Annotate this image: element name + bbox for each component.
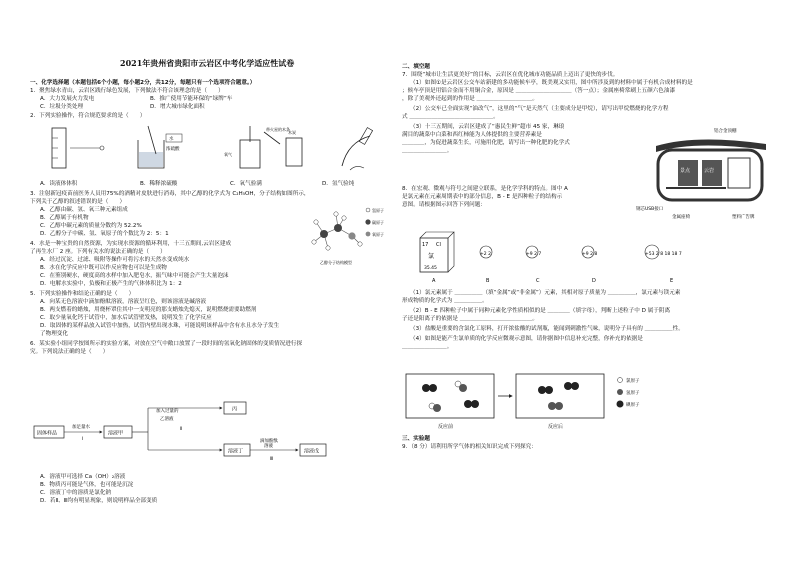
question-1: 1．聚焦绿水青山，云岩区践行绿色发展，下列做法不符合该理念的是（ ） <box>30 88 224 94</box>
question-8-sub4b: ＿＿＿＿＿＿＿＿。 <box>402 344 453 350</box>
question-8-sub4: （4）如图是能产生氯单质的化学反应微观示意图，请你据图中信息补充完整，你补充的依据是 <box>410 336 643 342</box>
label-addwater: 加足量水 <box>72 425 90 430</box>
question-7-line9: ＿＿＿＿＿＿＿＿。 <box>402 148 453 154</box>
beaker-dilution-icon <box>138 126 182 168</box>
label-seat: 金属座椅 <box>672 215 690 220</box>
model-caption: 乙醇分子结构模型 <box>320 260 352 265</box>
question-8-sub2b: 子还是阳离子的依据是 ＿＿＿＿＿＿＿＿＿＿＿＿＿。 <box>402 316 539 322</box>
option-1d: D．增大城市绿化面积 <box>150 104 205 110</box>
graduated-cylinder-icon <box>52 128 104 168</box>
label-splint: 带火星的木条 <box>266 127 290 132</box>
gas-bottle-icon <box>224 126 302 168</box>
option-5d-line2: 了物理变化 <box>40 331 68 337</box>
ethanol-model-figure <box>306 200 398 272</box>
question-8-sub3: （3）盐酸是重要的含氯化工原料，打开浓盐酸的试剂瓶，能闻到刺激性气味，说明分子具有的 ＿＿＿＿＿性。 <box>410 326 684 332</box>
label-phen: 溶液 <box>264 444 273 449</box>
particle-b: +2 2 <box>480 252 491 257</box>
question-2: 2．下列实验操作，符合规范要求的是（ ） <box>30 113 146 119</box>
label-before: 反应前 <box>438 424 454 430</box>
question-7-line4: （2）公交车已全面实现“油改气”，这里的“气”是天然气（主要成分是甲烷），请写出甲烷燃烧的化学方程 <box>410 106 669 112</box>
question-6-line1: 6．某实验小组同学按图所示的实验方案，对放在空气中敞口放置了一段时间的氢氧化钠固体的变质情况进行探 <box>30 341 303 347</box>
option-3a: A．乙醇由碳、氢、氧三种元素组成 <box>40 207 128 213</box>
question-7-line2: ；候车亭顶是用铝合金而不用铜合金，原因是 ＿＿＿＿＿＿＿＿＿＿（答一点）；金属座椅常刷上五颜六色油漆 <box>402 88 676 94</box>
page-title: 2021年贵州省贵阳市云岩区中考化学适应性试卷 <box>120 58 295 68</box>
label-bing: 丙 <box>232 406 238 413</box>
question-7-line8: ＿＿＿＿，为促进蔬菜生长，可施用化肥，请写出一种化肥的化学式 <box>402 140 570 146</box>
question-8-line1: 8．在宏观、微观与符号之间建立联系，是化学学科的特点。图中 A <box>402 186 568 192</box>
key-3: 碘原子 <box>626 403 640 408</box>
label-water: 水 <box>169 137 174 142</box>
legend-carbon: 碳原子 <box>372 220 384 225</box>
question-7: 7．围绕“城市让生活更美好”的目标，云岩区在优化城市功能品质上迈出了更快的步伐。 <box>402 72 619 78</box>
question-7-line5: 式 ＿＿＿＿＿＿＿＿＿＿＿＿＿＿＿。 <box>402 114 499 120</box>
option-3c: C．乙醇中碳元素的质量分数约为 52.2% <box>40 223 142 229</box>
label-roof: 铝合金顶棚 <box>714 129 737 134</box>
question-5: 5．下列实验操作和结论正确的是（ ） <box>30 291 135 297</box>
oxygen-atom <box>348 232 355 239</box>
option-1c: C．垃圾分类处理 <box>40 104 84 110</box>
label-addyi: 加入过量的 <box>156 409 179 414</box>
key-2: 氢原子 <box>626 391 640 396</box>
question-4-line1: 4．水是一种宝贵的自然资源，为实现水资源的循环利用，十三五期间,云岩区建成 <box>30 241 232 247</box>
section-heading: 三、实验题 <box>402 436 430 442</box>
question-8-sub2: （2）B - E 四种粒子中属于同种元素化学性质相似的是 ＿＿＿＿（填字母），判断上述粒子中 D 属于阴离 <box>410 308 671 314</box>
label-oxygen: 氧气 <box>224 152 232 157</box>
option-4d: D．电解水实验中，负极和正极产生的气体体积比为 1：2 <box>40 281 182 287</box>
question-7-line6: （3）十三五期间，云岩区建成了“惠民生鲜”超市 45 家，琳琅 <box>410 124 565 130</box>
option-6d: D．若Ⅱ、Ⅲ均有明显现象，则说明样品全部变质 <box>40 498 158 504</box>
label-ding: 溶液丁 <box>228 448 244 455</box>
option-1a: A．大力发展火力发电 <box>40 96 95 102</box>
option-2c: C．氧气验满 <box>230 181 262 187</box>
option-2b: B．稀释浓硫酸 <box>140 181 178 187</box>
question-3-line2: 下列关于乙醇的叙述错误的是（ ） <box>30 199 126 205</box>
option-3b: B．乙醇属于有机物 <box>40 215 89 221</box>
reaction-figure <box>402 370 702 432</box>
label-jia: 溶液甲 <box>108 430 124 437</box>
question-7-line1: （1）如图①是云岩区公交车站新建的多功能候车亭，既美观又实用，图中所涉及到的材料中属于有机合成材料的是 <box>410 80 693 86</box>
option-6c: C．溶液丁中的溶质是氯化钠 <box>40 490 112 496</box>
label-d: D <box>592 278 596 284</box>
option-4a: A．经过沉淀、过滤、吸附等操作可将污水的天然水变成纯水 <box>40 257 190 263</box>
label-acid: 浓硫酸 <box>166 147 180 152</box>
question-9: 9．（8 分）请利用所学气体的相关知识完成下列探究： <box>402 444 537 450</box>
option-1b: B．推广使用节能环保的“绿牌”车 <box>150 96 233 102</box>
atomic-number: 17 <box>422 242 429 248</box>
question-7-line7: 满目的蔬菜中白菜和西红柿能为人体提供的主要营养素是 <box>402 132 542 138</box>
label-b: B <box>486 278 490 284</box>
question-8-sub1: （1）氯元素属于 ＿＿＿＿＿（填“金属”或“非金属”）元素，其相对原子质量为 ＿＿＿＿＿，氯元素与镁元素 <box>410 290 681 296</box>
legend-hydrogen: 氢原子 <box>372 208 384 213</box>
experiment-flow-diagram <box>30 398 350 474</box>
box-before <box>406 374 494 418</box>
atomic-mass: 35.45 <box>424 266 437 271</box>
particle-e: +53 2 8 18 18 7 <box>645 252 682 257</box>
lab-operations-figure <box>30 122 398 180</box>
option-5a: A．向某无色溶液中滴加酚酞溶液，溶液呈红色，则该溶液是碱溶液 <box>40 299 207 305</box>
question-8-line2: 是氯元素在元素周期表中的部分信息，B - E 是四种粒子的结构示 <box>402 194 563 200</box>
label-carbon: 木炭 <box>288 130 296 135</box>
legend-oxygen: 氧原子 <box>372 232 384 237</box>
option-4c: C．在鉴别硬水，硬度高的水样中加入肥皂水，振气味中可能会产生大量泡沫 <box>40 273 229 279</box>
label-step2: Ⅱ <box>180 427 183 432</box>
option-3d: D．乙醇分子中碳、氢、氧原子的个数比为 2：5：1 <box>40 231 169 237</box>
sign-2: 云岩 <box>704 168 715 174</box>
question-4-line2: 了再生水厂 2 座。下列有关水的说法正确的是（ ） <box>30 249 166 255</box>
option-5c: C．取少量氧化钙于试管中，加水后试管壁发热，说明发生了化学反应 <box>40 315 212 321</box>
hydrogen-atom <box>358 242 362 246</box>
key-1: 氯原子 <box>626 379 640 384</box>
label-ad: 塑料广告牌 <box>732 215 755 220</box>
hydrogen-atom <box>314 220 318 224</box>
label-step1: Ⅰ <box>82 437 84 442</box>
section-heading: 二、填空题 <box>402 64 430 70</box>
element-name: 氯 <box>428 253 435 260</box>
hydrogen-test-icon <box>342 128 373 170</box>
option-6b: B．物质丙可能是气体，也可能是沉淀 <box>40 482 134 488</box>
question-6-line2: 究。下列说法正确的是（ ） <box>30 349 109 355</box>
label-yi: 乙溶液 <box>160 417 174 422</box>
carbon-atom <box>334 224 342 232</box>
particle-c: +9 2 7 <box>526 252 542 257</box>
label-a: A <box>432 278 436 284</box>
option-4b: B．水在化学反应中既可以作反应物也可以是生成物 <box>40 265 167 271</box>
bus-shelter-figure <box>636 120 774 224</box>
section-heading: 一、化学选择题（本题包括6个小题，每小题2分，共12分，每题只有一个选项符合题意。） <box>30 80 256 86</box>
hydrogen-atom <box>342 216 346 220</box>
question-8-sub1b: 形成物质的化学式为 ＿＿＿＿＿。 <box>402 298 488 304</box>
label-c: C <box>536 278 540 284</box>
hydrogen-atom <box>326 246 330 250</box>
option-2a: A．读液体体积 <box>40 181 78 187</box>
atom-structure-figure <box>402 230 774 284</box>
question-7-line3: ，除了美观外还起到的作用是 ＿＿＿＿＿＿＿＿＿＿。 <box>402 96 539 102</box>
carbon-atom <box>320 230 328 238</box>
label-usb: 钢芯USB接口 <box>636 207 664 212</box>
label-step3: Ⅲ <box>270 457 274 462</box>
option-5b: B．两支燃着的蜡烛，用烧杯罩住其中一支明亮的那支蜡烛先熄灭，说明燃烧需要助燃剂 <box>40 307 257 313</box>
label-after: 反应后 <box>548 424 564 430</box>
option-2d: D．氢气验纯 <box>322 181 355 187</box>
label-e: E <box>670 278 674 284</box>
option-6a: A．溶液甲可选择 Ca（OH）₂溶液 <box>40 474 126 480</box>
box-after <box>516 374 604 418</box>
question-8-line3: 意图。请根据图示回答下列问题： <box>402 202 486 208</box>
label-wu: 溶液戊 <box>304 448 320 455</box>
label-addphen: 滴加酚酞 <box>260 439 278 444</box>
option-5d-line1: D．取固体的某样品放入试管中加热，试管内壁出现水珠，可能说明该样品中含有水且水分子发生 <box>40 323 280 329</box>
label-solid: 固体样品 <box>37 430 58 437</box>
particle-d: +9 2 8 <box>582 252 598 257</box>
hydrogen-atom <box>334 212 338 216</box>
question-3-line1: 3．注射新冠疫苗前医务人员用75%的酒精对皮肤进行消毒，其中乙醇的化学式为 C₂H₅OH，分子结构如图所示， <box>30 191 310 197</box>
hydrogen-atom <box>312 240 316 244</box>
element-symbol: Cl <box>436 242 441 248</box>
sign-1: 景点 <box>680 168 691 174</box>
